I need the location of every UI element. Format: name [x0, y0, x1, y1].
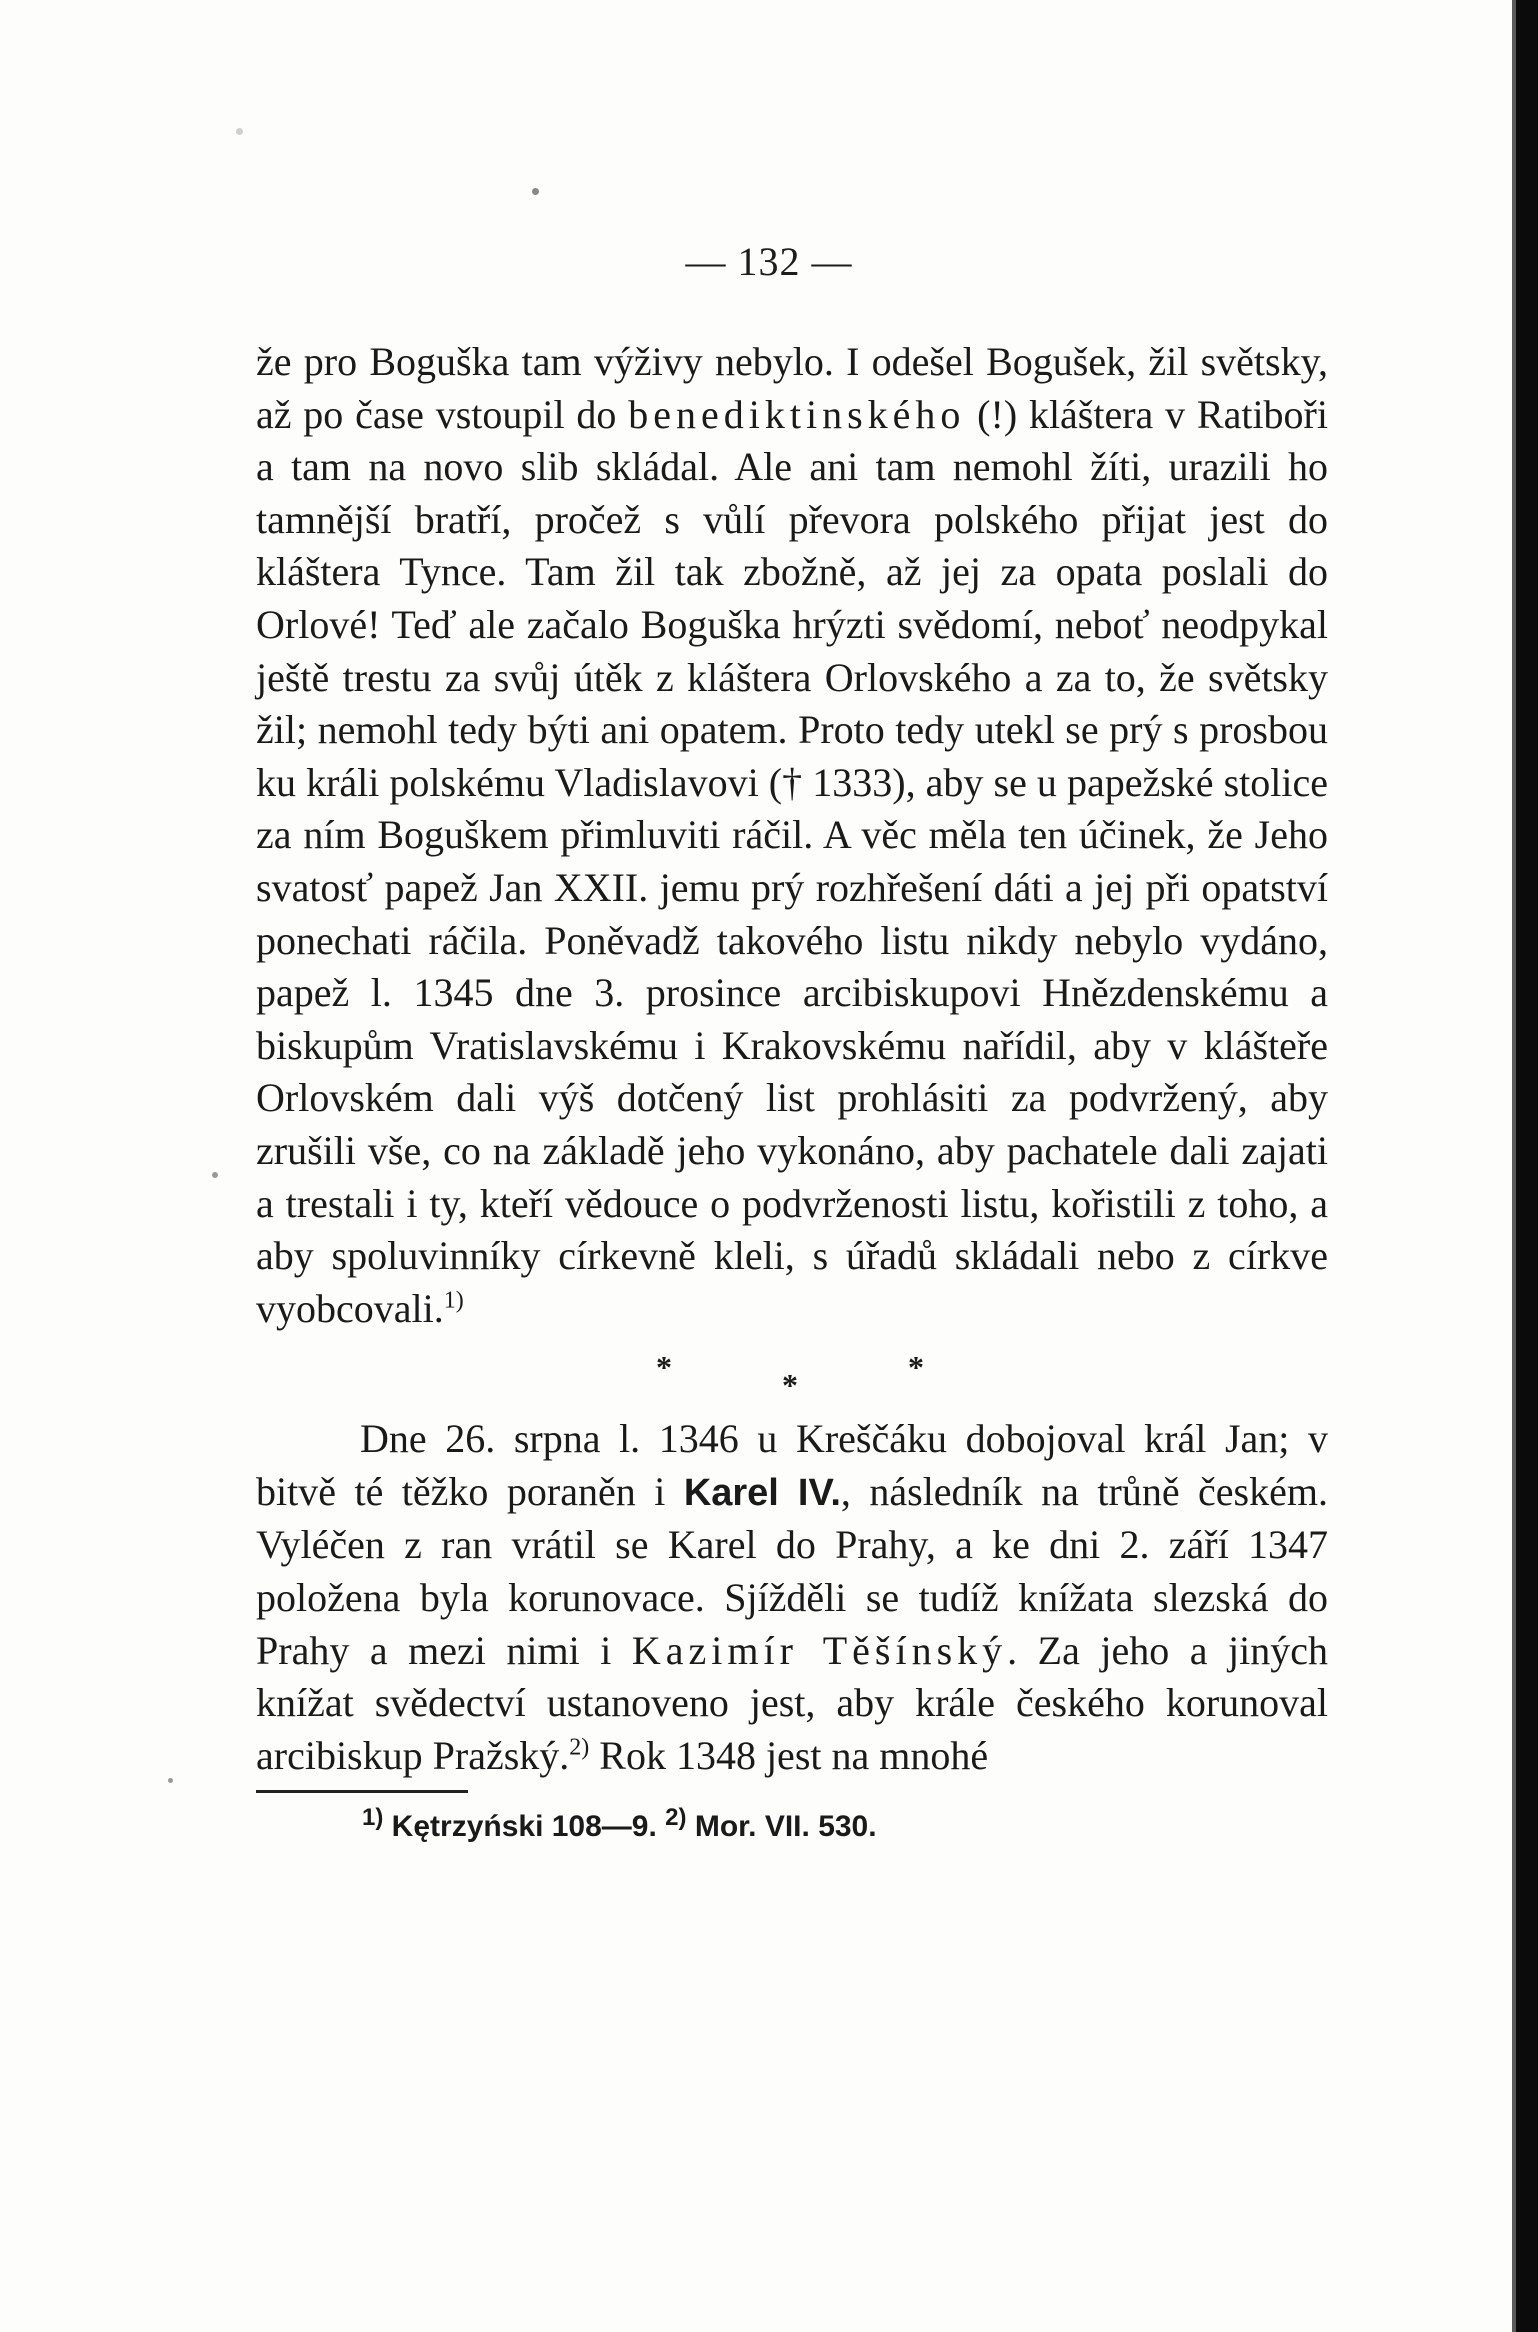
- scan-speck: [168, 1778, 173, 1783]
- scan-speck: [236, 128, 243, 135]
- paragraph-2-text-d: Rok 1348 jest na mnohé: [589, 1732, 989, 1778]
- paragraph-2-text-a: Dne 26. srpna l. 1346 u Kreščáku dobojoval král Jan; v bitvě té těžko poraněn i: [256, 1416, 1328, 1514]
- paragraph-2: [256, 1413, 1328, 1782]
- footnote-marker-2: 2): [569, 1734, 590, 1761]
- scan-speck: [532, 188, 539, 195]
- footnotes: [256, 1804, 1328, 1847]
- footnote-marker-1: 1): [443, 1287, 464, 1314]
- separator-star: *: [656, 1349, 672, 1386]
- footnote-divider: [256, 1790, 468, 1793]
- paragraph-1: [256, 336, 1328, 1335]
- footnote-2-text: Mor. VII. 530.: [686, 1810, 877, 1844]
- page-edge-dark-border: [1516, 0, 1538, 2332]
- section-separator: [256, 1335, 1328, 1413]
- paragraph-1-text-b: (!) kláštera v Ratiboři a tam na novo slib skládal. Ale ani tam nemohl žíti, urazili ho tamnější bratří, pročež s vůlí převora polského přijat jest do kláštera Tynce. Tam žil tak zbožně, až jej za opata poslali do Orlové! Teď ale začalo Boguška hrýzti svědomí, neboť neodpykal ještě trestu za svůj útěk z kláštera Orlovského a za to, že světsky žil; nemohl tedy býti ani opatem. Proto tedy utekl se prý s prosbou ku králi polskému Vladislavovi († 1333), aby se u papežské stolice za ním Boguškem přimluviti ráčil. A věc měla ten účinek, že Jeho svatosť papež Jan XXII. jemu prý rozhřešení dáti a jej při opatství ponechati ráčila. Poněvadž takového listu nikdy nebylo vydáno, papež l. 1345 dne 3. prosince arcibiskupovi Hnězdenskému a biskupům Vratislavskému i Krakovskému nařídil, aby v klášteře Orlovském dali výš dotčený list prohlásiti za podvržený, aby zrušili vše, co na základě jeho vykonáno, aby pachatele dali zajati a trestali i ty, kteří vědouce o podvrženosti listu, kořistili z toho, a aby spoluvinníky církevně kleli, s úřadů skládali nebo z církve vyobcovali.: [256, 391, 1328, 1331]
- paragraph-2-text-c: . Za jeho a jiných knížat svědectví ustanoveno jest, aby krále českého korunoval arcibiskup Pražský.: [256, 1627, 1329, 1778]
- bold-name-karel-iv: Karel IV.: [683, 1471, 841, 1514]
- spaced-name-kazimir: Kazimír Těšínský: [631, 1627, 1008, 1673]
- spaced-term-benediktinskeho: benediktinského: [628, 391, 966, 437]
- separator-star: *: [782, 1367, 798, 1404]
- footnote-1-ref: 1): [362, 1804, 384, 1832]
- footnote-2-ref: 2): [665, 1804, 687, 1832]
- paragraph-1-text-a: že pro Boguška tam výživy nebylo. I odešel Bogušek, žil světsky, až po čase vstoupil do: [256, 339, 1328, 437]
- scan-speck: [212, 1172, 218, 1178]
- footnote-1-text: Kętrzyński 108—9.: [383, 1810, 666, 1844]
- page-number: — 132 —: [685, 239, 853, 284]
- separator-star: *: [908, 1349, 924, 1386]
- paragraph-2-text-b: , následník na trůně českém. Vyléčen z ran vrátil se Karel do Prahy, a ke dni 2. září 1347 položena byla korunovace. Sjížděli se tudíž knížata slezská do Prahy a mezi nimi i: [256, 1468, 1328, 1673]
- body-text: [256, 336, 1328, 1847]
